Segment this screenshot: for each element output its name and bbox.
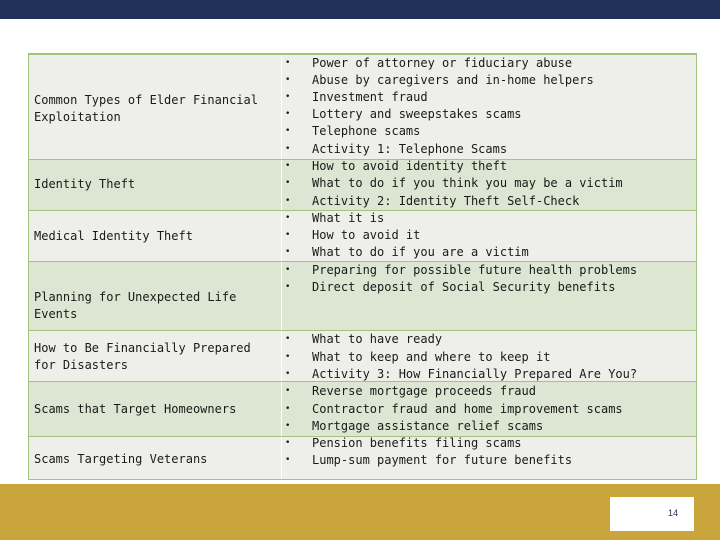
bullet-icon: •: [285, 126, 291, 136]
list-item: • Investment fraud: [285, 90, 428, 104]
list-item: • Direct deposit of Social Security benefits: [285, 280, 616, 294]
list-item: • What to do if you think you may be a victim: [285, 176, 623, 190]
topic-label: Medical Identity Theft: [34, 229, 193, 243]
bullet-icon: •: [285, 455, 291, 465]
list-item: • Contractor fraud and home improvement scams: [285, 402, 623, 416]
bullet-icon: •: [285, 247, 291, 257]
topic-label: Scams Targeting Veterans: [34, 452, 208, 466]
bullet-icon: •: [285, 213, 291, 223]
bullet-icon: •: [285, 404, 291, 414]
list-item: • What it is: [285, 211, 385, 225]
list-item: • What to have ready: [285, 332, 443, 346]
list-item: • What to keep and where to keep it: [285, 350, 551, 364]
bullet-icon: •: [285, 161, 291, 171]
bullet-icon: •: [285, 438, 291, 448]
list-item: • How to avoid identity theft: [285, 159, 508, 173]
list-item: • Preparing for possible future health problems: [285, 263, 638, 277]
list-item: • How to avoid it: [285, 228, 421, 242]
topic-label: Planning for Unexpected Life Events: [34, 290, 237, 321]
bullet-icon: •: [285, 334, 291, 344]
list-item: • Telephone scams: [285, 124, 421, 138]
bullet-icon: •: [285, 421, 291, 431]
list-item: • Abuse by caregivers and in-home helpers: [285, 73, 594, 87]
topic-label: How to Be Financially Prepared for Disasters: [34, 341, 251, 372]
list-item: • Lottery and sweepstakes scams: [285, 107, 522, 121]
bullet-icon: •: [285, 75, 291, 85]
list-item: • Power of attorney or fiduciary abuse: [285, 56, 573, 70]
bullet-icon: •: [285, 144, 291, 154]
topic-label: Identity Theft: [34, 177, 136, 191]
bullet-icon: •: [285, 386, 291, 396]
bullet-icon: •: [285, 369, 291, 379]
list-item: • What to do if you are a victim: [285, 245, 529, 259]
slide-number: 14: [610, 497, 694, 531]
topic-label: Scams that Target Homeowners: [34, 402, 237, 416]
header-bar: [0, 0, 720, 19]
bullet-icon: •: [285, 352, 291, 362]
list-item: • Mortgage assistance relief scams: [285, 419, 544, 433]
bullet-icon: •: [285, 196, 291, 206]
bullet-icon: •: [285, 265, 291, 275]
bullet-icon: •: [285, 92, 291, 102]
list-item: • Activity 2: Identity Theft Self-Check: [285, 194, 580, 208]
bullet-icon: •: [285, 230, 291, 240]
list-item: • Lump-sum payment for future benefits: [285, 453, 573, 467]
bullet-icon: •: [285, 282, 291, 292]
topic-label: Common Types of Elder Financial Exploitation: [34, 93, 258, 124]
bullet-icon: •: [285, 109, 291, 119]
bullet-icon: •: [285, 178, 291, 188]
list-item: • Pension benefits filing scams: [285, 436, 522, 450]
bullet-icon: •: [285, 58, 291, 68]
list-item: • Activity 3: How Financially Prepared Are You?: [285, 367, 638, 381]
list-item: • Activity 1: Telephone Scams: [285, 142, 508, 156]
list-item: • Reverse mortgage proceeds fraud: [285, 384, 536, 398]
